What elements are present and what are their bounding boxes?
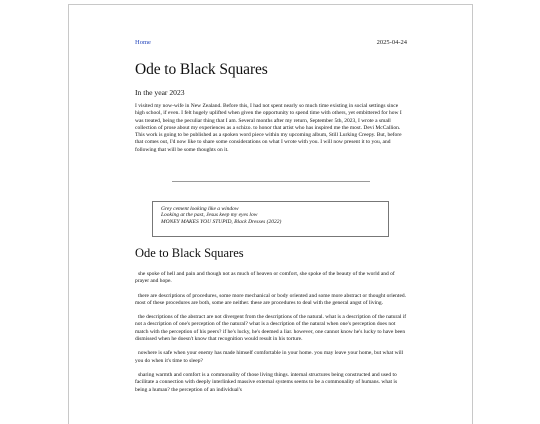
post-title: Ode to Black Squares (135, 61, 268, 78)
epigraph-line: Looking at the past, Jesus keep my eyes low (161, 212, 258, 219)
top-nav (135, 39, 407, 49)
home-link[interactable]: Home (135, 39, 151, 46)
poem-paragraph: sharing warmth and comfort is a commonality of those living things. internal structures being constructed and used to facilitate a connection with deeply interlinked massive external systems seems to be a commonality of humans. what is being a human? the perception of an individual's (135, 371, 398, 393)
post-subtitle: In the year 2023 (135, 88, 185, 97)
intro-paragraph: I visited my now-wife in New Zealand. Before this, I had not spent nearly so much time existing in social settings since high school, if even. I felt hugely uplifted when given the opportunity to spend time with others, yet embittered for how I was treated, being the peculiar thing that I am. Several months after my return, September 5th, 2023, I wrote a small collection of prose about my experiences as a schizo. to honor that artist who has inspired me the most. Devi McCallion. This work is going to be published as a spoken word piece within my upcoming album, Still Lurking Creepy. But, before that comes out, I'd now like to share some considerations on what I wrote with you. I will now present it to you, and following that will be some thoughts on it. (135, 103, 402, 153)
poem-paragraph: there are descriptions of procedures, some more mechanical or body oriented and some more abstract or thought oriented. most of these procedures are both, some are neither. these are procedures to deal with the general angst of living. (135, 292, 407, 306)
epigraph-citation: MONEY MAKES YOU STUPID, Black Dresses (2022) (161, 218, 282, 225)
epigraph-line: Grey cement looking like a window (161, 206, 239, 212)
epigraph-box (152, 201, 389, 237)
post-date: 2025-04-24 (376, 39, 407, 46)
poem-paragraph: she spoke of hell and pain and though not as much of heaven or comfort, she spoke of the beauty of the world and of prayer and hope. (135, 271, 395, 285)
poem-body (135, 271, 407, 401)
poem-paragraph: the descriptions of the abstract are not divergent from the descriptions of the natural. what is a description of the natural if not a description of one's perception of the natural? what is a description of the natural when one's perception does not match with the perception of his peers? if he's lucky, he's deemed a liar. however, one cannot know he's lucky to have been dismissed when he doesn't know that recognition would result in his torture. (135, 314, 407, 343)
poem-title: Ode to Black Squares (135, 246, 244, 260)
poem-paragraph: nowhere is safe when your enemy has made himself comfortable in your home. you may leave your home, but what will you do when it's time to sleep? (135, 350, 404, 364)
section-divider (172, 181, 370, 182)
page-sheet (68, 4, 473, 424)
